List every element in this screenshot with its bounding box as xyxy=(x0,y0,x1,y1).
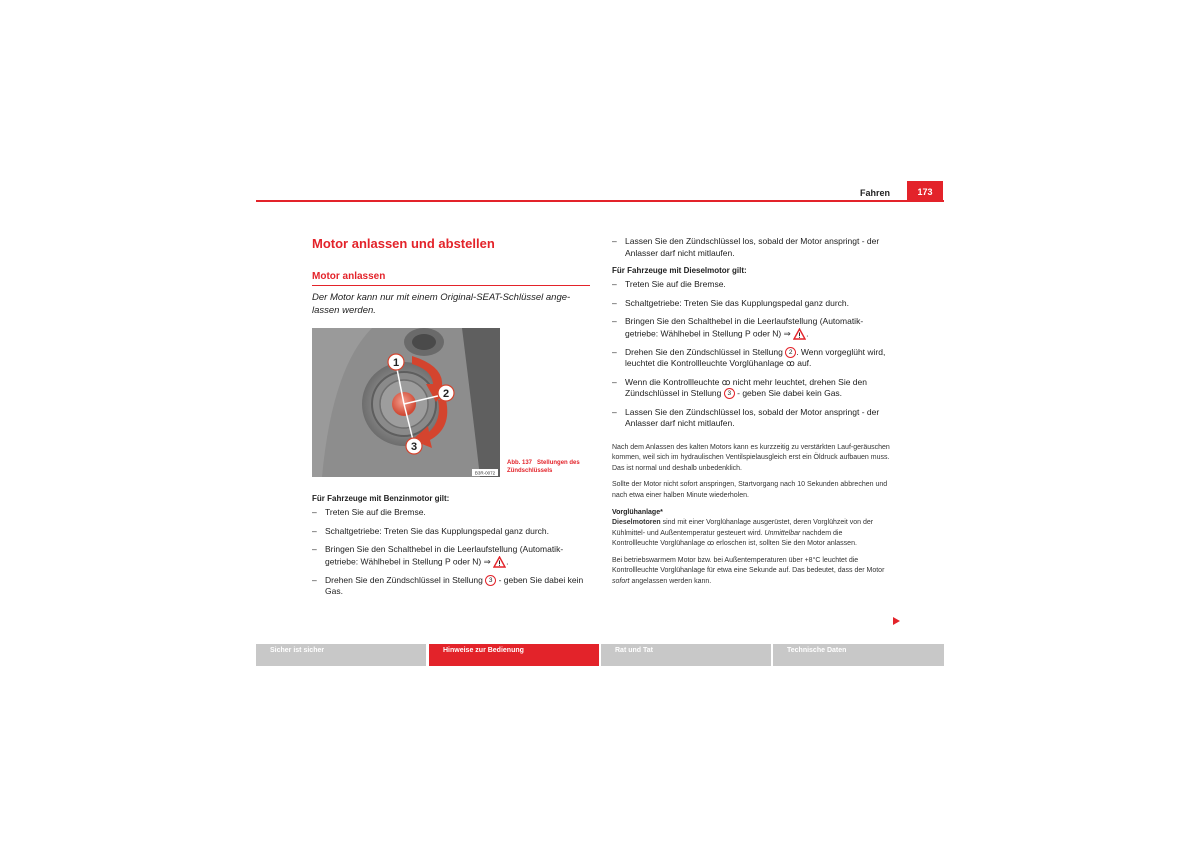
glow-heading: Vorglühanlage* xyxy=(612,509,663,516)
marker-2 xyxy=(438,385,454,401)
ignition-illustration xyxy=(312,328,500,477)
warning-icon[interactable] xyxy=(493,556,506,568)
ignition-figure xyxy=(312,328,500,477)
section-heading: Motor anlassen xyxy=(312,271,590,286)
paragraph-warm-engine: Bei betriebswarmem Motor bzw. bei Außentemperaturen über +8°C leuchtet die Kontrollleuchte Vorglühanlage für etwa eine Sekunde auf. Das bedeutet, dass der Motor sofort angelassen werden kann. xyxy=(612,556,885,585)
list-item: – Schaltgetriebe: Treten Sie das Kupplungspedal ganz durch. xyxy=(612,298,890,310)
glow-plug-icon: ꝏ xyxy=(786,358,795,368)
diesel-steps xyxy=(612,279,890,430)
paragraph-retry: Sollte der Motor nicht sofort anspringen, Startvorgang nach 10 Sekunden abbrechen und nach etwa einer halben Minute wiederholen. xyxy=(612,481,888,499)
next-page-arrow-icon[interactable] xyxy=(893,617,900,625)
left-column xyxy=(312,236,590,317)
section-title: Fahren xyxy=(860,188,891,198)
marker-1 xyxy=(388,354,404,370)
list-item: – Lassen Sie den Zündschlüssel los, sobald der Motor anspringt - der Anlasser darf nicht mitlaufen. xyxy=(612,407,890,430)
tab-hinweise-zur-bedienung[interactable]: Hinweise zur Bedienung xyxy=(429,644,599,666)
list-item: – Treten Sie auf die Bremse. xyxy=(312,507,590,519)
list-item: – Bringen Sie den Schalthebel in die Leerlaufstellung (Automatik-getriebe: Wählhebel in Stellung P oder N) ⇒ . xyxy=(312,544,590,568)
svg-text:3: 3 xyxy=(410,441,418,453)
tab-rat-und-tat[interactable]: Rat und Tat xyxy=(601,644,771,666)
list-item: – Schaltgetriebe: Treten Sie das Kupplungspedal ganz durch. xyxy=(312,526,590,538)
position-2-marker: 2 xyxy=(785,347,796,358)
right-column xyxy=(612,236,890,587)
petrol-section xyxy=(312,494,590,605)
figure-code: B3R-0072 xyxy=(474,470,496,476)
warning-icon[interactable] xyxy=(793,328,806,340)
paragraph-glow: Dieselmotoren sind mit einer Vorglühanlage ausgerüstet, deren Vorglühzeit von der Kühlmittel- und Außentemperatur gesteuert wird. Unmittelbar nachdem die Kontrollleuchte Vorglühanlage ꝏ erloschen ist, sollten Sie den Motor anlassen. xyxy=(612,519,874,547)
paragraph-cold-start: Nach dem Anlassen des kalten Motors kann es kurzzeitig zu verstärkten Lauf-geräuschen kommen, weil sich im hydraulischen Ventilspielausgleich erst ein Öldruck aufbauen muss. Das ist normal und deshalb unbedenklich. xyxy=(612,443,890,472)
tab-sicher-ist-sicher[interactable]: Sicher ist sicher xyxy=(256,644,426,666)
list-item: – Drehen Sie den Zündschlüssel in Stellung 2 . Wenn vorgeglüht wird, leuchtet die Kontrollleuchte Vorglühanlage ꝏ auf. xyxy=(612,347,890,370)
list-item: – Bringen Sie den Schalthebel in die Leerlaufstellung (Automatik-getriebe: Wählhebel in Stellung P oder N) ⇒ . xyxy=(612,316,890,340)
header-rule xyxy=(256,200,944,202)
tab-technische-daten[interactable]: Technische Daten xyxy=(773,644,944,666)
footer-nav xyxy=(256,644,944,666)
list-item: – Wenn die Kontrollleuchte ꝏ nicht mehr leuchtet, drehen Sie den Zündschlüssel in Stellung 3 - geben Sie dabei kein Gas. xyxy=(612,377,890,400)
list-item: – Treten Sie auf die Bremse. xyxy=(612,279,890,291)
petrol-steps xyxy=(312,507,590,598)
svg-text:2: 2 xyxy=(442,388,450,400)
glow-plug-icon: ꝏ xyxy=(721,376,731,387)
petrol-label: Für Fahrzeuge mit Benzinmotor gilt: xyxy=(312,494,450,503)
list-item: – Drehen Sie den Zündschlüssel in Stellung 3 - geben Sie dabei kein Gas. xyxy=(312,575,590,598)
svg-text:1: 1 xyxy=(392,357,400,369)
position-3-marker: 3 xyxy=(724,388,735,399)
page-number: 173 xyxy=(907,181,943,201)
list-item: – Lassen Sie den Zündschlüssel los, sobald der Motor anspringt - der Anlasser darf nicht mitlaufen. xyxy=(612,236,890,259)
diesel-label: Für Fahrzeuge mit Dieselmotor gilt: xyxy=(612,266,747,275)
glow-plug-icon: ꝏ xyxy=(706,540,715,547)
marker-3 xyxy=(406,438,422,454)
position-3-marker: 3 xyxy=(485,575,496,586)
intro-text: Der Motor kann nur mit einem Original-SEAT-Schlüssel ange-lassen werden. xyxy=(312,292,571,316)
chapter-title: Motor anlassen und abstellen xyxy=(312,236,495,251)
figure-caption: Abb. 137 Stellungen des Zündschlüssels xyxy=(507,460,580,474)
